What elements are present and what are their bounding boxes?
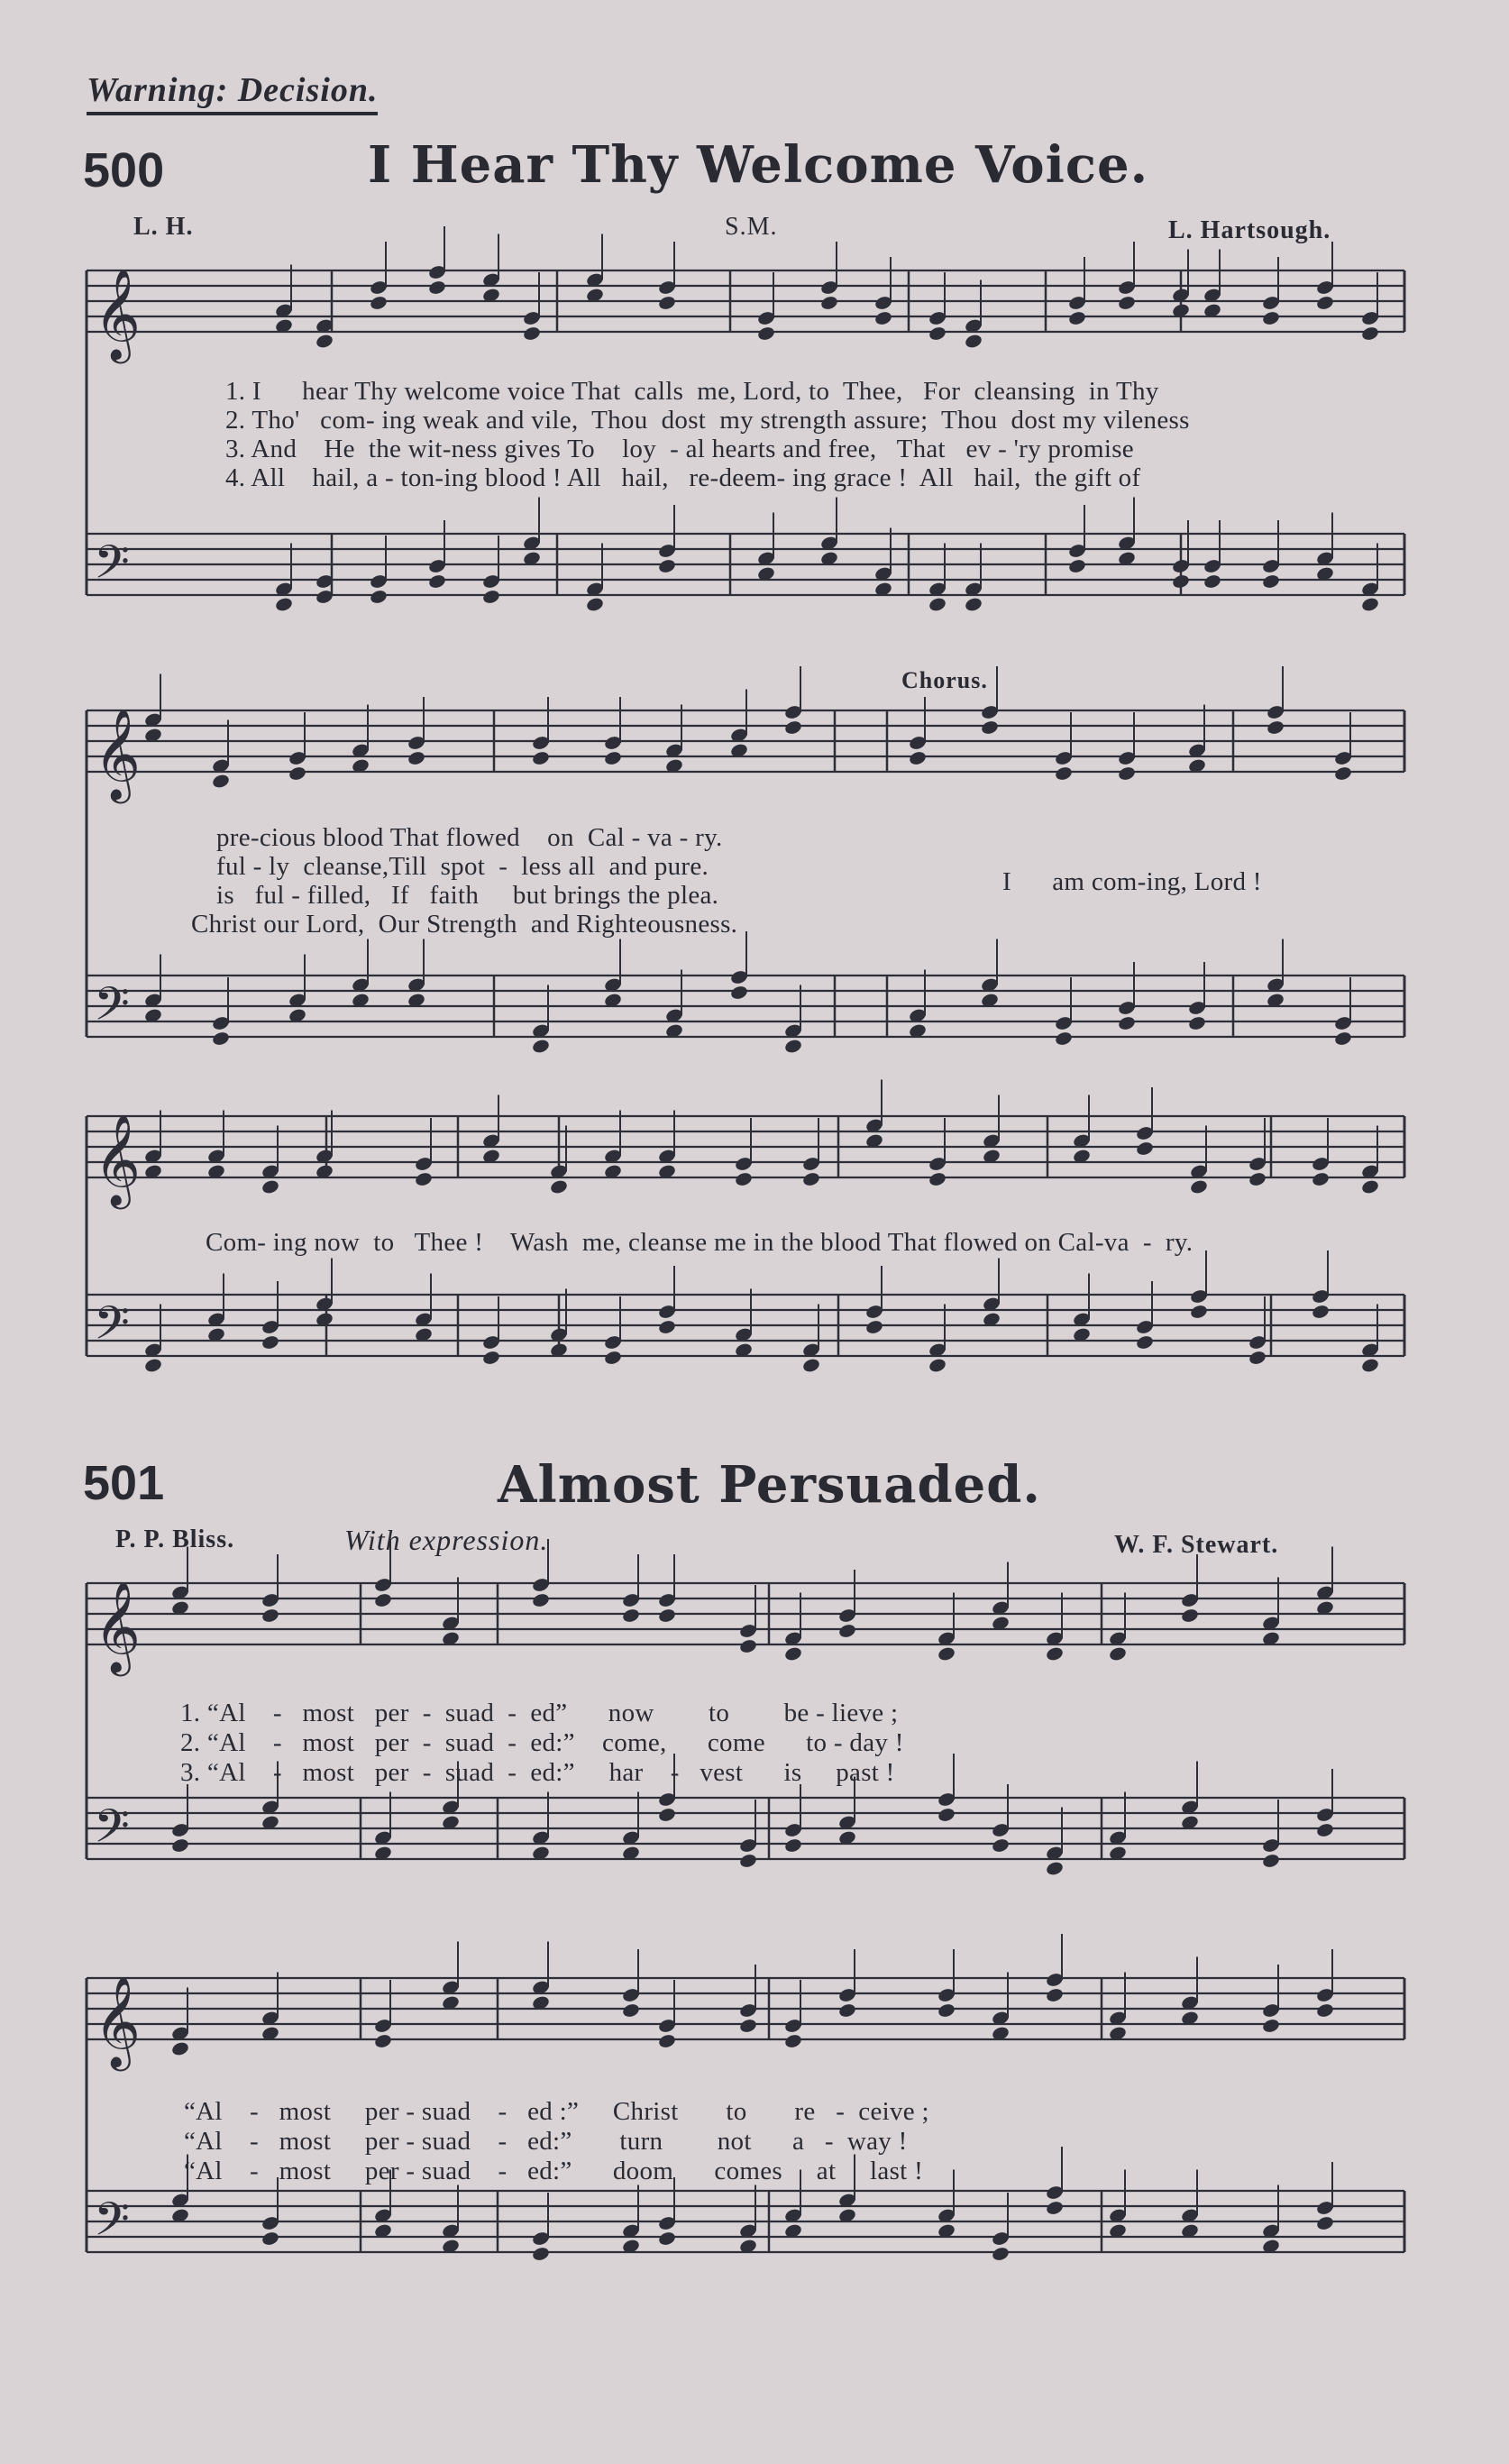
note-head — [1135, 1140, 1154, 1157]
note-head — [211, 773, 230, 789]
note-head — [1360, 1357, 1379, 1373]
note-head — [427, 573, 446, 590]
bass-clef-icon: 𝄢 — [94, 2192, 130, 2258]
note-head — [837, 1623, 856, 1639]
note-head — [991, 1837, 1010, 1854]
note-head — [603, 750, 622, 766]
treble-clef-icon: 𝄞 — [94, 1113, 142, 1205]
note-head — [928, 1171, 947, 1187]
note-head — [991, 2246, 1010, 2262]
bass-clef-icon: 𝄢 — [94, 1799, 130, 1864]
note-head — [414, 1171, 433, 1187]
note-head — [481, 589, 500, 605]
verse-4-line-1: 4. All hail, a - ton-ing blood ! All hail, re-deem- ing grace ! All hail, the gift of — [225, 463, 1141, 492]
note-head — [603, 1350, 622, 1366]
note-head — [908, 750, 927, 766]
note-head — [937, 1645, 956, 1662]
note-head — [170, 1837, 189, 1854]
note-head — [1261, 1853, 1280, 1869]
note-head — [261, 2230, 279, 2247]
verse-4-line-2: Christ our Lord, Our Strength and Righteousness. — [191, 910, 738, 939]
note-head — [783, 1645, 802, 1662]
note-head — [1261, 2018, 1280, 2034]
hymn501-verse-2-line-1: 2. “Al - most per - suad - ed:” come, come to - day ! — [180, 1728, 904, 1757]
note-head — [937, 2002, 956, 2019]
hymn-title-500: I Hear Thy Welcome Voice. — [368, 135, 1149, 195]
note-head — [1045, 1987, 1064, 2003]
note-head — [1315, 1822, 1334, 1838]
note-head — [801, 1171, 820, 1187]
note-head — [783, 719, 802, 736]
verse-3-line-1: 3. And He the wit-ness gives To loy - al hearts and free, That ev - 'ry promise — [225, 435, 1134, 463]
note-head — [657, 1319, 676, 1335]
note-head — [369, 295, 388, 311]
note-head — [1333, 765, 1352, 782]
note-head — [819, 295, 838, 311]
note-head — [274, 596, 293, 612]
note-head — [1045, 2200, 1064, 2216]
note-head — [1117, 1015, 1136, 1031]
author-right: W. F. Stewart. — [1114, 1531, 1279, 1559]
note-head — [964, 596, 983, 612]
note-head — [864, 1319, 883, 1335]
note-head — [531, 1592, 550, 1608]
bass-clef-icon: 𝄢 — [94, 1296, 130, 1361]
composer-name: L. Hartsough. — [1168, 216, 1331, 244]
hymn-number-501: 501 — [83, 1456, 165, 1510]
note-head — [261, 1178, 279, 1195]
note-head — [729, 985, 748, 1001]
note-head — [1203, 573, 1221, 590]
bass-clef-icon: 𝄢 — [94, 976, 130, 1042]
note-head — [1189, 1178, 1208, 1195]
note-head — [1315, 2002, 1334, 2019]
note-head — [980, 719, 999, 736]
note-head — [937, 1807, 956, 1823]
note-head — [801, 1357, 820, 1373]
note-head — [738, 1638, 757, 1654]
note-head — [427, 279, 446, 296]
note-head — [657, 295, 676, 311]
note-head — [1045, 1860, 1064, 1876]
hymn501-verse-1-line-2: “Al - most per - suad - ed :” Christ to re - ceive ; — [184, 2097, 929, 2126]
note-head — [1333, 1030, 1352, 1047]
note-head — [531, 750, 550, 766]
note-head — [1315, 295, 1334, 311]
note-head — [1054, 765, 1073, 782]
meter-label: S.M. — [725, 213, 778, 241]
section-heading: Warning: Decision. — [87, 70, 378, 115]
note-head — [1189, 1304, 1208, 1320]
note-head — [1360, 325, 1379, 342]
note-head — [522, 325, 541, 342]
note-head — [1117, 295, 1136, 311]
note-head — [657, 1608, 676, 1624]
note-head — [657, 2033, 676, 2049]
note-head — [1054, 1030, 1073, 1047]
note-head — [407, 750, 425, 766]
note-head — [873, 310, 892, 326]
expression-marking: With expression. — [344, 1524, 549, 1556]
note-head — [1360, 596, 1379, 612]
note-head — [657, 1807, 676, 1823]
note-head — [928, 596, 947, 612]
note-head — [621, 1608, 640, 1624]
chorus-text-1: I am com-ing, Lord ! — [1002, 867, 1262, 896]
note-head — [738, 2018, 757, 2034]
note-head — [1311, 1171, 1330, 1187]
author-initials: L. H. — [133, 213, 194, 241]
note-head — [1067, 310, 1086, 326]
note-head — [1180, 1608, 1199, 1624]
note-head — [315, 333, 334, 349]
note-head — [261, 1608, 279, 1624]
treble-clef-icon: 𝄞 — [94, 1580, 142, 1672]
note-head — [531, 1038, 550, 1054]
note-head — [964, 333, 983, 349]
note-head — [1117, 765, 1136, 782]
note-head — [369, 589, 388, 605]
hymn501-verse-3-line-2: “Al - most per - suad - ed:” doom comes at last ! — [184, 2157, 924, 2185]
note-head — [531, 2246, 550, 2262]
hymn501-verse-2-line-2: “Al - most per - suad - ed:” turn not a - way ! — [184, 2127, 908, 2156]
note-head — [783, 1837, 802, 1854]
note-head — [1067, 558, 1086, 574]
note-head — [170, 2040, 189, 2056]
note-head — [211, 1030, 230, 1047]
note-head — [373, 2033, 392, 2049]
note-head — [143, 1357, 162, 1373]
hymn501-verse-3-line-1: 3. “Al - most per - suad - ed:” har - vest is past ! — [180, 1758, 895, 1787]
note-head — [549, 1178, 568, 1195]
note-head — [373, 1592, 392, 1608]
verse-2-line-2: ful - ly cleanse,Till spot - less all and pure. — [216, 852, 709, 881]
note-head — [1261, 573, 1280, 590]
note-head — [734, 1171, 753, 1187]
chorus-text-2: Com- ing now to Thee ! Wash me, cleanse me in the blood That flowed on Cal-va - ry. — [206, 1228, 1193, 1257]
note-head — [657, 2230, 676, 2247]
note-head — [1360, 1178, 1379, 1195]
note-head — [928, 325, 947, 342]
note-head — [1108, 1645, 1127, 1662]
note-head — [481, 1350, 500, 1366]
note-head — [621, 2002, 640, 2019]
verse-1-line-2: pre-cious blood That flowed on Cal - va - ry. — [216, 823, 723, 852]
treble-clef-icon: 𝄞 — [94, 267, 142, 360]
note-head — [1187, 1015, 1206, 1031]
note-head — [1045, 1645, 1064, 1662]
note-head — [585, 596, 604, 612]
note-head — [756, 325, 775, 342]
composer-left: P. P. Bliss. — [115, 1525, 235, 1553]
verse-3-line-2: is ful - filled, If faith but brings the plea. — [216, 881, 719, 910]
note-head — [837, 2002, 856, 2019]
hymn501-verse-1-line-1: 1. “Al - most per - suad - ed” now to be - lieve ; — [180, 1699, 899, 1727]
note-head — [1248, 1171, 1267, 1187]
verse-2-line-1: 2. Tho' com- ing weak and vile, Thou dost my strength assure; Thou dost my vileness — [225, 406, 1190, 435]
chorus-label: Chorus. — [901, 667, 988, 693]
note-head — [1248, 1350, 1267, 1366]
note-head — [657, 558, 676, 574]
hymn-title-501: Almost Persuaded. — [498, 1455, 1041, 1515]
treble-clef-icon: 𝄞 — [94, 707, 142, 800]
verse-1-line-1: 1. I hear Thy welcome voice That calls me, Lord, to Thee, For cleansing in Thy — [225, 377, 1159, 406]
note-head — [1261, 310, 1280, 326]
note-head — [783, 2033, 802, 2049]
note-head — [261, 1334, 279, 1351]
note-head — [783, 1038, 802, 1054]
note-head — [288, 765, 306, 782]
note-head — [1311, 1304, 1330, 1320]
note-head — [1135, 1334, 1154, 1351]
note-head — [1315, 2215, 1334, 2231]
note-head — [738, 1853, 757, 1869]
note-head — [1171, 573, 1190, 590]
hymn-number-500: 500 — [83, 143, 165, 197]
bass-clef-icon: 𝄢 — [94, 535, 130, 600]
treble-clef-icon: 𝄞 — [94, 1974, 142, 2067]
note-head — [928, 1357, 947, 1373]
note-head — [1266, 719, 1285, 736]
